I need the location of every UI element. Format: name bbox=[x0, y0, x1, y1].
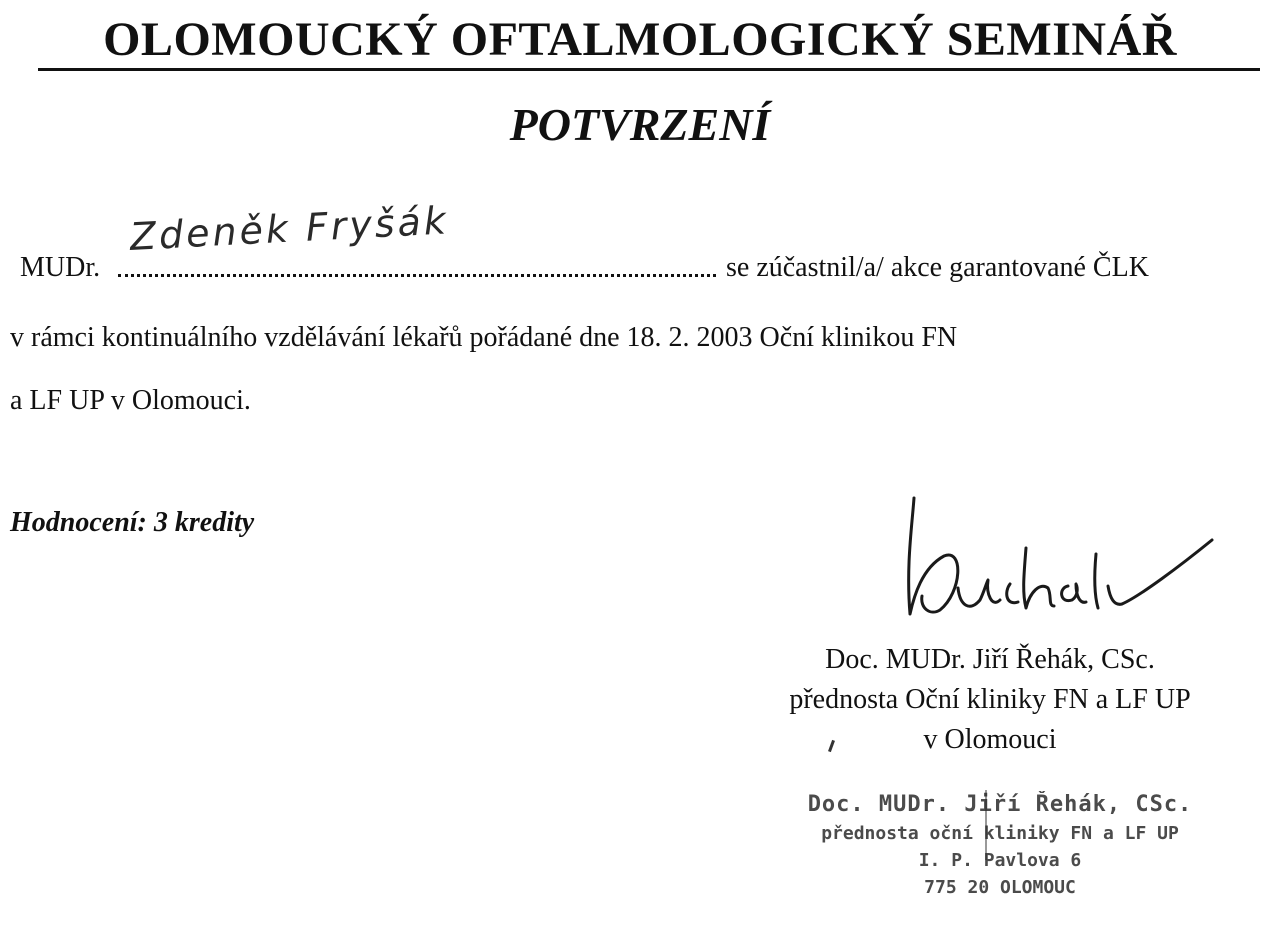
document-title: OLOMOUCKÝ OFTALMOLOGICKÝ SEMINÁŘ bbox=[103, 13, 1177, 66]
signer-name: Doc. MUDr. Jiří Řehák, CSc. bbox=[825, 644, 1155, 675]
signer-city: v Olomouci bbox=[923, 724, 1057, 755]
stamp-city: 775 20 OLOMOUC bbox=[924, 877, 1076, 898]
handwritten-participant-name: Zdeněk Fryšák bbox=[128, 198, 450, 259]
document-subtitle: POTVRZENÍ bbox=[509, 99, 771, 150]
stamp-position: přednosta oční kliniky FN a LF UP bbox=[821, 823, 1179, 844]
certificate-line-3: a LF UP v Olomouci. bbox=[10, 385, 251, 416]
signer-block bbox=[700, 640, 1280, 760]
participation-text: se zúčastnil/a/ akce garantované ČLK bbox=[726, 252, 1149, 283]
title-underline bbox=[38, 68, 1260, 71]
handwritten-signature bbox=[900, 496, 1220, 636]
name-fill-dotted-line bbox=[118, 270, 716, 277]
official-stamp bbox=[760, 792, 1240, 898]
certificate-line-2: v rámci kontinuálního vzdělávání lékařů pořádané dne 18. 2. 2003 Oční klinikou FN bbox=[10, 322, 958, 353]
title-prefix: MUDr. bbox=[20, 252, 101, 283]
stamp-name: Doc. MUDr. Jiří Řehák, CSc. bbox=[807, 792, 1193, 817]
stamp-street: I. P. Pavlova 6 bbox=[918, 850, 1082, 871]
signer-position: přednosta Oční kliniky FN a LF UP bbox=[789, 684, 1191, 715]
credit-rating: Hodnocení: 3 kredity bbox=[10, 507, 255, 538]
